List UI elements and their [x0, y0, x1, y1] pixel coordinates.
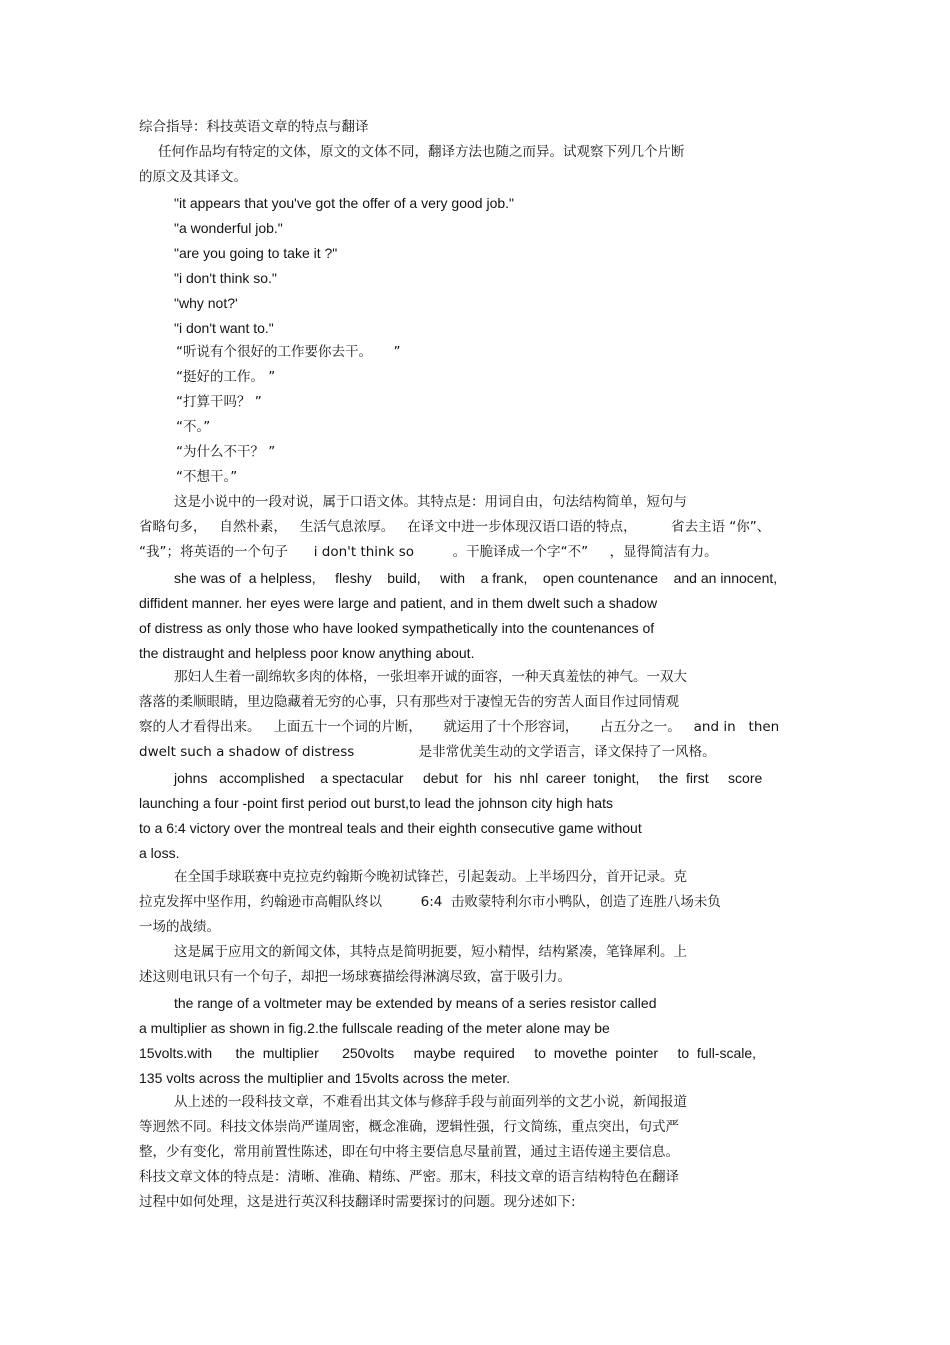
dialogue-line-zh: “听说有个很好的工作要你去干。 ” — [176, 344, 401, 360]
dialogue-line-zh: “不想干。” — [176, 469, 238, 485]
dialogue-line-en: "i don't think so." — [174, 270, 277, 286]
paragraph-line-en: the range of a voltmeter may be extended by means of a series resistor called — [174, 995, 657, 1011]
paragraph-line-en: launching a four -point first period out burst,to lead the johnson city high hats — [139, 795, 613, 811]
dialogue-line-en: "why not?' — [174, 295, 238, 311]
paragraph-line: 落落的柔顺眼睛，里边隐藏着无穷的心事，只有那些对于凄惶无告的穷苦人面目作过同情观 — [139, 694, 679, 710]
paragraph-line: 科技文章文体的特点是：清晰、准确、精练、严密。那末，科技文章的语言结构特色在翻译 — [139, 1169, 679, 1185]
paragraph-line: 等迥然不同。科技文体崇尚严谨周密，概念准确，逻辑性强，行文简练，重点突出，句式严 — [139, 1119, 679, 1135]
paragraph-line-en: 15volts.with the multiplier 250volts maybe required to movethe pointer to full-scale, — [139, 1045, 757, 1061]
paragraph-line: 在全国手球联赛中克拉克约翰斯今晚初试锋芒，引起轰动。上半场四分，首开记录。克 — [174, 869, 687, 885]
paragraph-line-en: johns accomplished a spectacular debut for his nhl career tonight, the first score — [174, 770, 763, 786]
paragraph-line: dwelt such a shadow of distress 是非常优美生动的文学语言，译文保持了一风格。 — [139, 744, 716, 760]
paragraph-line: 任何作品均有特定的文体，原文的文体不同，翻译方法也随之而异。试观察下列几个片断 — [158, 144, 685, 160]
paragraph-line: 的原文及其译文。 — [139, 169, 247, 185]
paragraph-line: 述这则电讯只有一个句子，却把一场球赛描绘得淋漓尽致，富于吸引力。 — [139, 969, 571, 985]
paragraph-line-en: a multiplier as shown in fig.2.the fullscale reading of the meter alone may be — [139, 1020, 610, 1036]
paragraph-line: 那妇人生着一副绵软多肉的体格，一张坦率开诚的面容，一种天真羞怯的神气。一双大 — [174, 669, 687, 685]
paragraph-line: “我”；将英语的一个句子 i don't think so 。干脆译成一个字“不” ，显得简洁有力。 — [139, 544, 718, 560]
paragraph-line: 这是小说中的一段对说，属于口语文体。其特点是：用词自由，句法结构简单，短句与 — [174, 494, 687, 510]
paragraph-line-en: to a 6:4 victory over the montreal teals and their eighth consecutive game without — [139, 820, 642, 836]
paragraph-line-en: the distraught and helpless poor know anything about. — [139, 645, 475, 661]
paragraph-line-en: diffident manner. her eyes were large and patient, and in them dwelt such a shadow — [139, 595, 658, 611]
dialogue-line-en: "it appears that you've got the offer of a very good job." — [174, 195, 515, 211]
document-title: 综合指导：科技英语文章的特点与翻译 — [139, 119, 369, 135]
dialogue-line-zh: “为什么不干？ ” — [176, 444, 276, 460]
dialogue-line-en: "a wonderful job." — [174, 220, 283, 236]
paragraph-line-en: a loss. — [139, 845, 180, 861]
dialogue-line-en: "are you going to take it ?" — [174, 245, 338, 261]
paragraph-line-en: of distress as only those who have looked sympathetically into the countenances of — [139, 620, 655, 636]
paragraph-line: 一场的战绩。 — [139, 919, 220, 935]
dialogue-line-zh: “挺好的工作。 ” — [176, 369, 276, 385]
paragraph-line: 察的人才看得出来。 上面五十一个词的片断， 就运用了十个形容词， 占五分之一。 and in then — [139, 719, 780, 735]
dialogue-line-zh: “打算干吗？ ” — [176, 394, 262, 410]
paragraph-line: 从上述的一段科技文章，不难看出其文体与修辞手段与前面列举的文艺小说，新闻报道 — [174, 1094, 687, 1110]
paragraph-line: 这是属于应用文的新闻文体，其特点是简明扼要，短小精悍，结构紧凑，笔锋犀利。上 — [174, 944, 687, 960]
paragraph-line-en: 135 volts across the multiplier and 15volts across the meter. — [139, 1070, 511, 1086]
paragraph-line-en: she was of a helpless, fleshy build, with a frank, open countenance and an innocent, — [174, 570, 778, 586]
paragraph-line: 整，少有变化，常用前置性陈述，即在句中将主要信息尽量前置，通过主语传递主要信息。 — [139, 1144, 679, 1160]
paragraph-line: 过程中如何处理，这是进行英汉科技翻译时需要探讨的问题。现分述如下: — [139, 1194, 576, 1210]
dialogue-line-zh: “不。” — [176, 419, 211, 435]
paragraph-line: 省略句多， 自然朴素， 生活气息浓厚。 在译文中进一步体现汉语口语的特点， 省去主语 “你”、 — [139, 519, 771, 535]
paragraph-line: 拉克发挥中坚作用，约翰逊市高帽队终以 6:4 击败蒙特利尔市小鸭队，创造了连胜八场未负 — [139, 894, 721, 910]
dialogue-line-en: "i don't want to." — [174, 320, 274, 336]
